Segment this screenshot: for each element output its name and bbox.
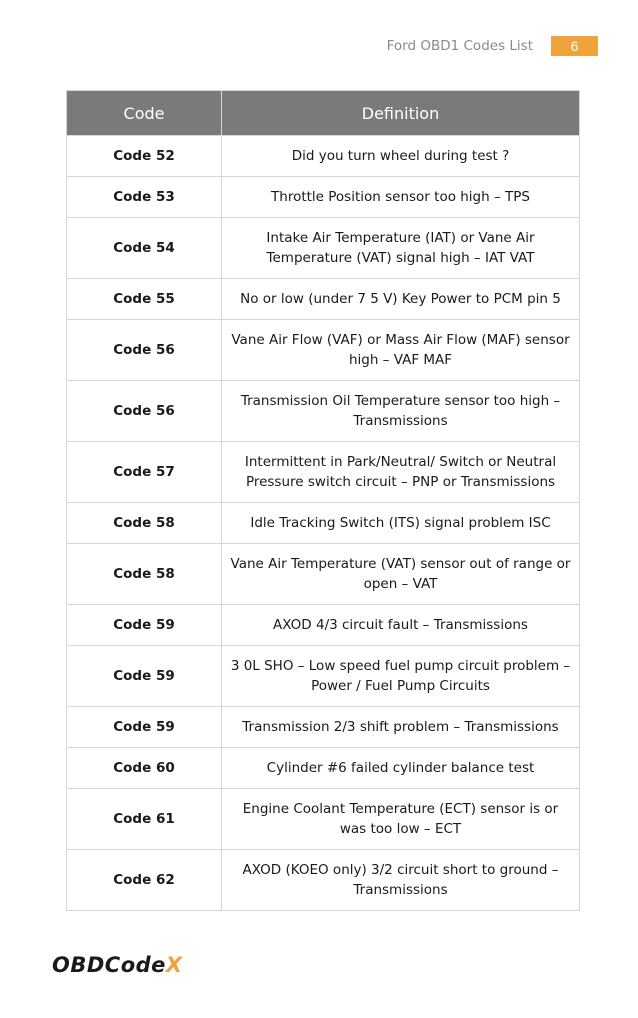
table-row bbox=[67, 646, 580, 707]
code-cell: Code 55 bbox=[67, 279, 222, 320]
table-row bbox=[67, 442, 580, 503]
definition-cell: Engine Coolant Temperature (ECT) sensor is or was too low – ECT bbox=[222, 789, 580, 850]
code-cell: Code 62 bbox=[67, 850, 222, 911]
definition-cell: Vane Air Flow (VAF) or Mass Air Flow (MAF) sensor high – VAF MAF bbox=[222, 320, 580, 381]
code-cell: Code 59 bbox=[67, 646, 222, 707]
code-cell: Code 53 bbox=[67, 177, 222, 218]
page-number-badge: 6 bbox=[551, 36, 598, 56]
definition-cell: AXOD 4/3 circuit fault – Transmissions bbox=[222, 605, 580, 646]
definition-cell: No or low (under 7 5 V) Key Power to PCM pin 5 bbox=[222, 279, 580, 320]
code-cell: Code 57 bbox=[67, 442, 222, 503]
definition-cell: Cylinder #6 failed cylinder balance test bbox=[222, 748, 580, 789]
table-row bbox=[67, 320, 580, 381]
table-row bbox=[67, 279, 580, 320]
definition-cell: Throttle Position sensor too high – TPS bbox=[222, 177, 580, 218]
code-cell: Code 60 bbox=[67, 748, 222, 789]
definition-cell: 3 0L SHO – Low speed fuel pump circuit problem – Power / Fuel Pump Circuits bbox=[222, 646, 580, 707]
code-cell: Code 56 bbox=[67, 320, 222, 381]
code-cell: Code 54 bbox=[67, 218, 222, 279]
definition-cell: Transmission 2/3 shift problem – Transmissions bbox=[222, 707, 580, 748]
obdcodex-logo bbox=[52, 953, 183, 977]
code-cell: Code 58 bbox=[67, 544, 222, 605]
definition-cell: Transmission Oil Temperature sensor too high – Transmissions bbox=[222, 381, 580, 442]
table-row bbox=[67, 136, 580, 177]
table-row bbox=[67, 850, 580, 911]
table-header-row bbox=[67, 91, 580, 136]
code-cell: Code 59 bbox=[67, 605, 222, 646]
table-row bbox=[67, 544, 580, 605]
table-row bbox=[67, 218, 580, 279]
code-cell: Code 52 bbox=[67, 136, 222, 177]
code-cell: Code 56 bbox=[67, 381, 222, 442]
logo-text: OBDCode bbox=[52, 953, 166, 977]
definition-cell: Intake Air Temperature (IAT) or Vane Air Temperature (VAT) signal high – IAT VAT bbox=[222, 218, 580, 279]
table-row bbox=[67, 789, 580, 850]
table-row bbox=[67, 177, 580, 218]
definition-cell: Intermittent in Park/Neutral/ Switch or Neutral Pressure switch circuit – PNP or Transmissions bbox=[222, 442, 580, 503]
table-row bbox=[67, 503, 580, 544]
logo-accent-letter: X bbox=[165, 953, 183, 977]
table-row bbox=[67, 605, 580, 646]
table-row bbox=[67, 707, 580, 748]
definition-cell: AXOD (KOEO only) 3/2 circuit short to ground – Transmissions bbox=[222, 850, 580, 911]
definition-cell: Did you turn wheel during test ? bbox=[222, 136, 580, 177]
column-header-code: Code bbox=[67, 91, 222, 136]
definition-cell: Idle Tracking Switch (ITS) signal problem ISC bbox=[222, 503, 580, 544]
code-cell: Code 58 bbox=[67, 503, 222, 544]
table-row bbox=[67, 381, 580, 442]
code-cell: Code 59 bbox=[67, 707, 222, 748]
code-cell: Code 61 bbox=[67, 789, 222, 850]
column-header-definition: Definition bbox=[222, 91, 580, 136]
document-title: Ford OBD1 Codes List bbox=[386, 38, 533, 54]
table-row bbox=[67, 748, 580, 789]
codes-table bbox=[66, 90, 580, 911]
page-header bbox=[387, 36, 598, 56]
definition-cell: Vane Air Temperature (VAT) sensor out of range or open – VAT bbox=[222, 544, 580, 605]
